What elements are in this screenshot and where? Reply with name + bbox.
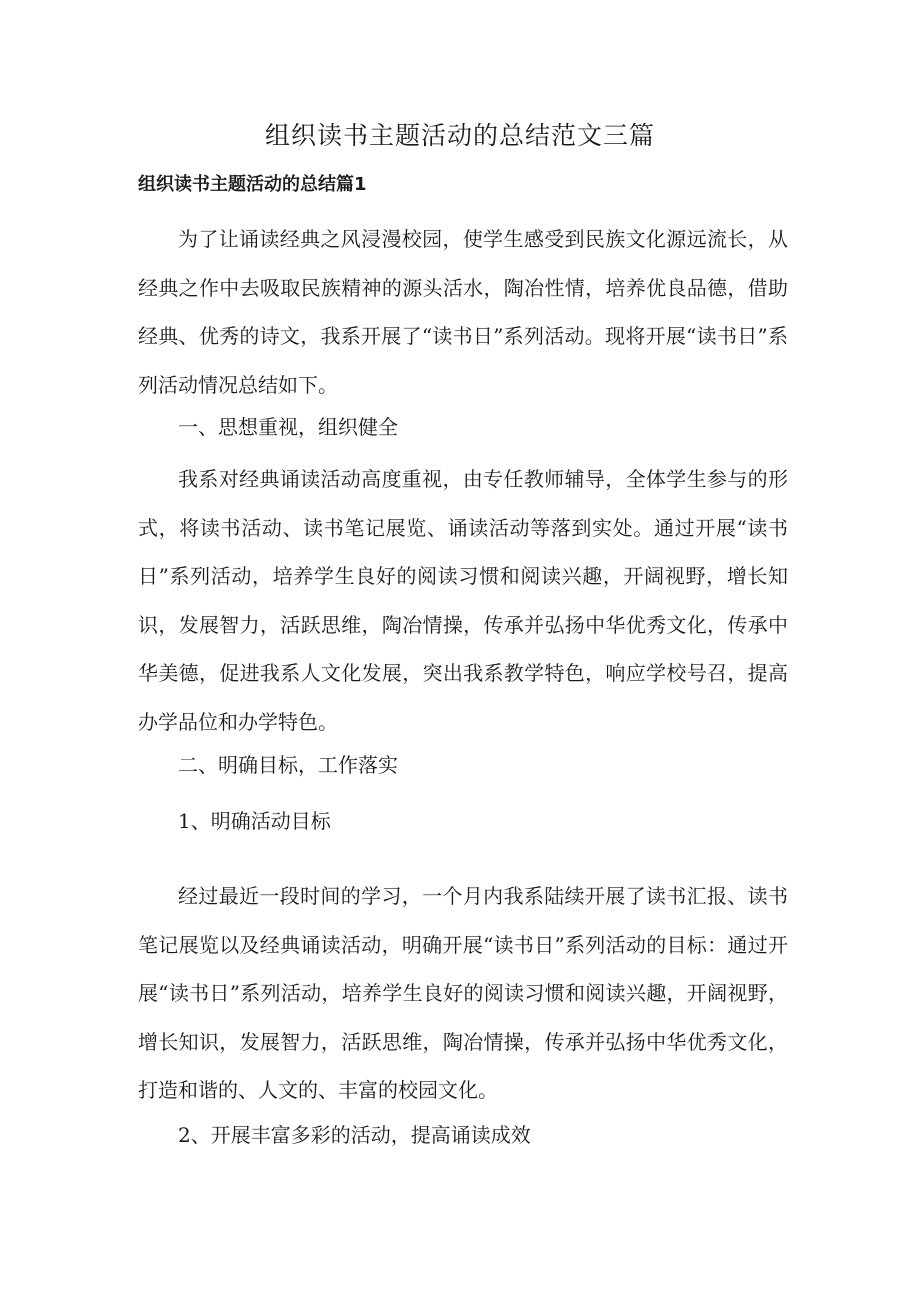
paragraph-intro: 为了让诵读经典之风浸漫校园，使学生感受到民族文化源远流长，从经典之作中去吸取民族精神的源头活水，陶冶性情，培养优良品德，借助经典、优秀的诗文，我系开展了“读书日”系列活动。现将开展“读书日”系列活动情况总结如下。 [138,227,788,397]
subheading-activities: 2、开展丰富多彩的活动，提高诵读成效 [178,1123,531,1147]
document-title: 组织读书主题活动的总结范文三篇 [264,121,655,150]
paragraph-thought: 我系对经典诵读活动高度重视，由专任教师辅导，全体学生参与的形式，将读书活动、读书笔记展览、诵读活动等落到实处。通过开展“读书日”系列活动，培养学生良好的阅读习惯和阅读兴趣，开阔视野，增长知识，发展智力，活跃思维，陶冶情操，传承并弘扬中华优秀文化，传承中华美德，促进我系人文化发展，突出我系教学特色，响应学校号召，提高办学品位和办学特色。 [138,467,788,734]
heading-thought: 一、思想重视，组织健全 [178,415,398,439]
heading-goals: 二、明确目标，工作落实 [178,753,398,777]
paragraph-goals: 经过最近一段时间的学习，一个月内我系陆续开展了读书汇报、读书笔记展览以及经典诵读活动，明确开展“读书日”系列活动的目标：通过开展“读书日”系列活动，培养学生良好的阅读习惯和阅读兴趣，开阔视野，增长知识，发展智力，活跃思维，陶冶情操，传承并弘扬中华优秀文化，打造和谐的、人文的、丰富的校园文化。 [138,884,788,1102]
section-heading: 组织读书主题活动的总结篇1 [138,174,367,195]
subheading-goals: 1、明确活动目标 [178,809,331,833]
